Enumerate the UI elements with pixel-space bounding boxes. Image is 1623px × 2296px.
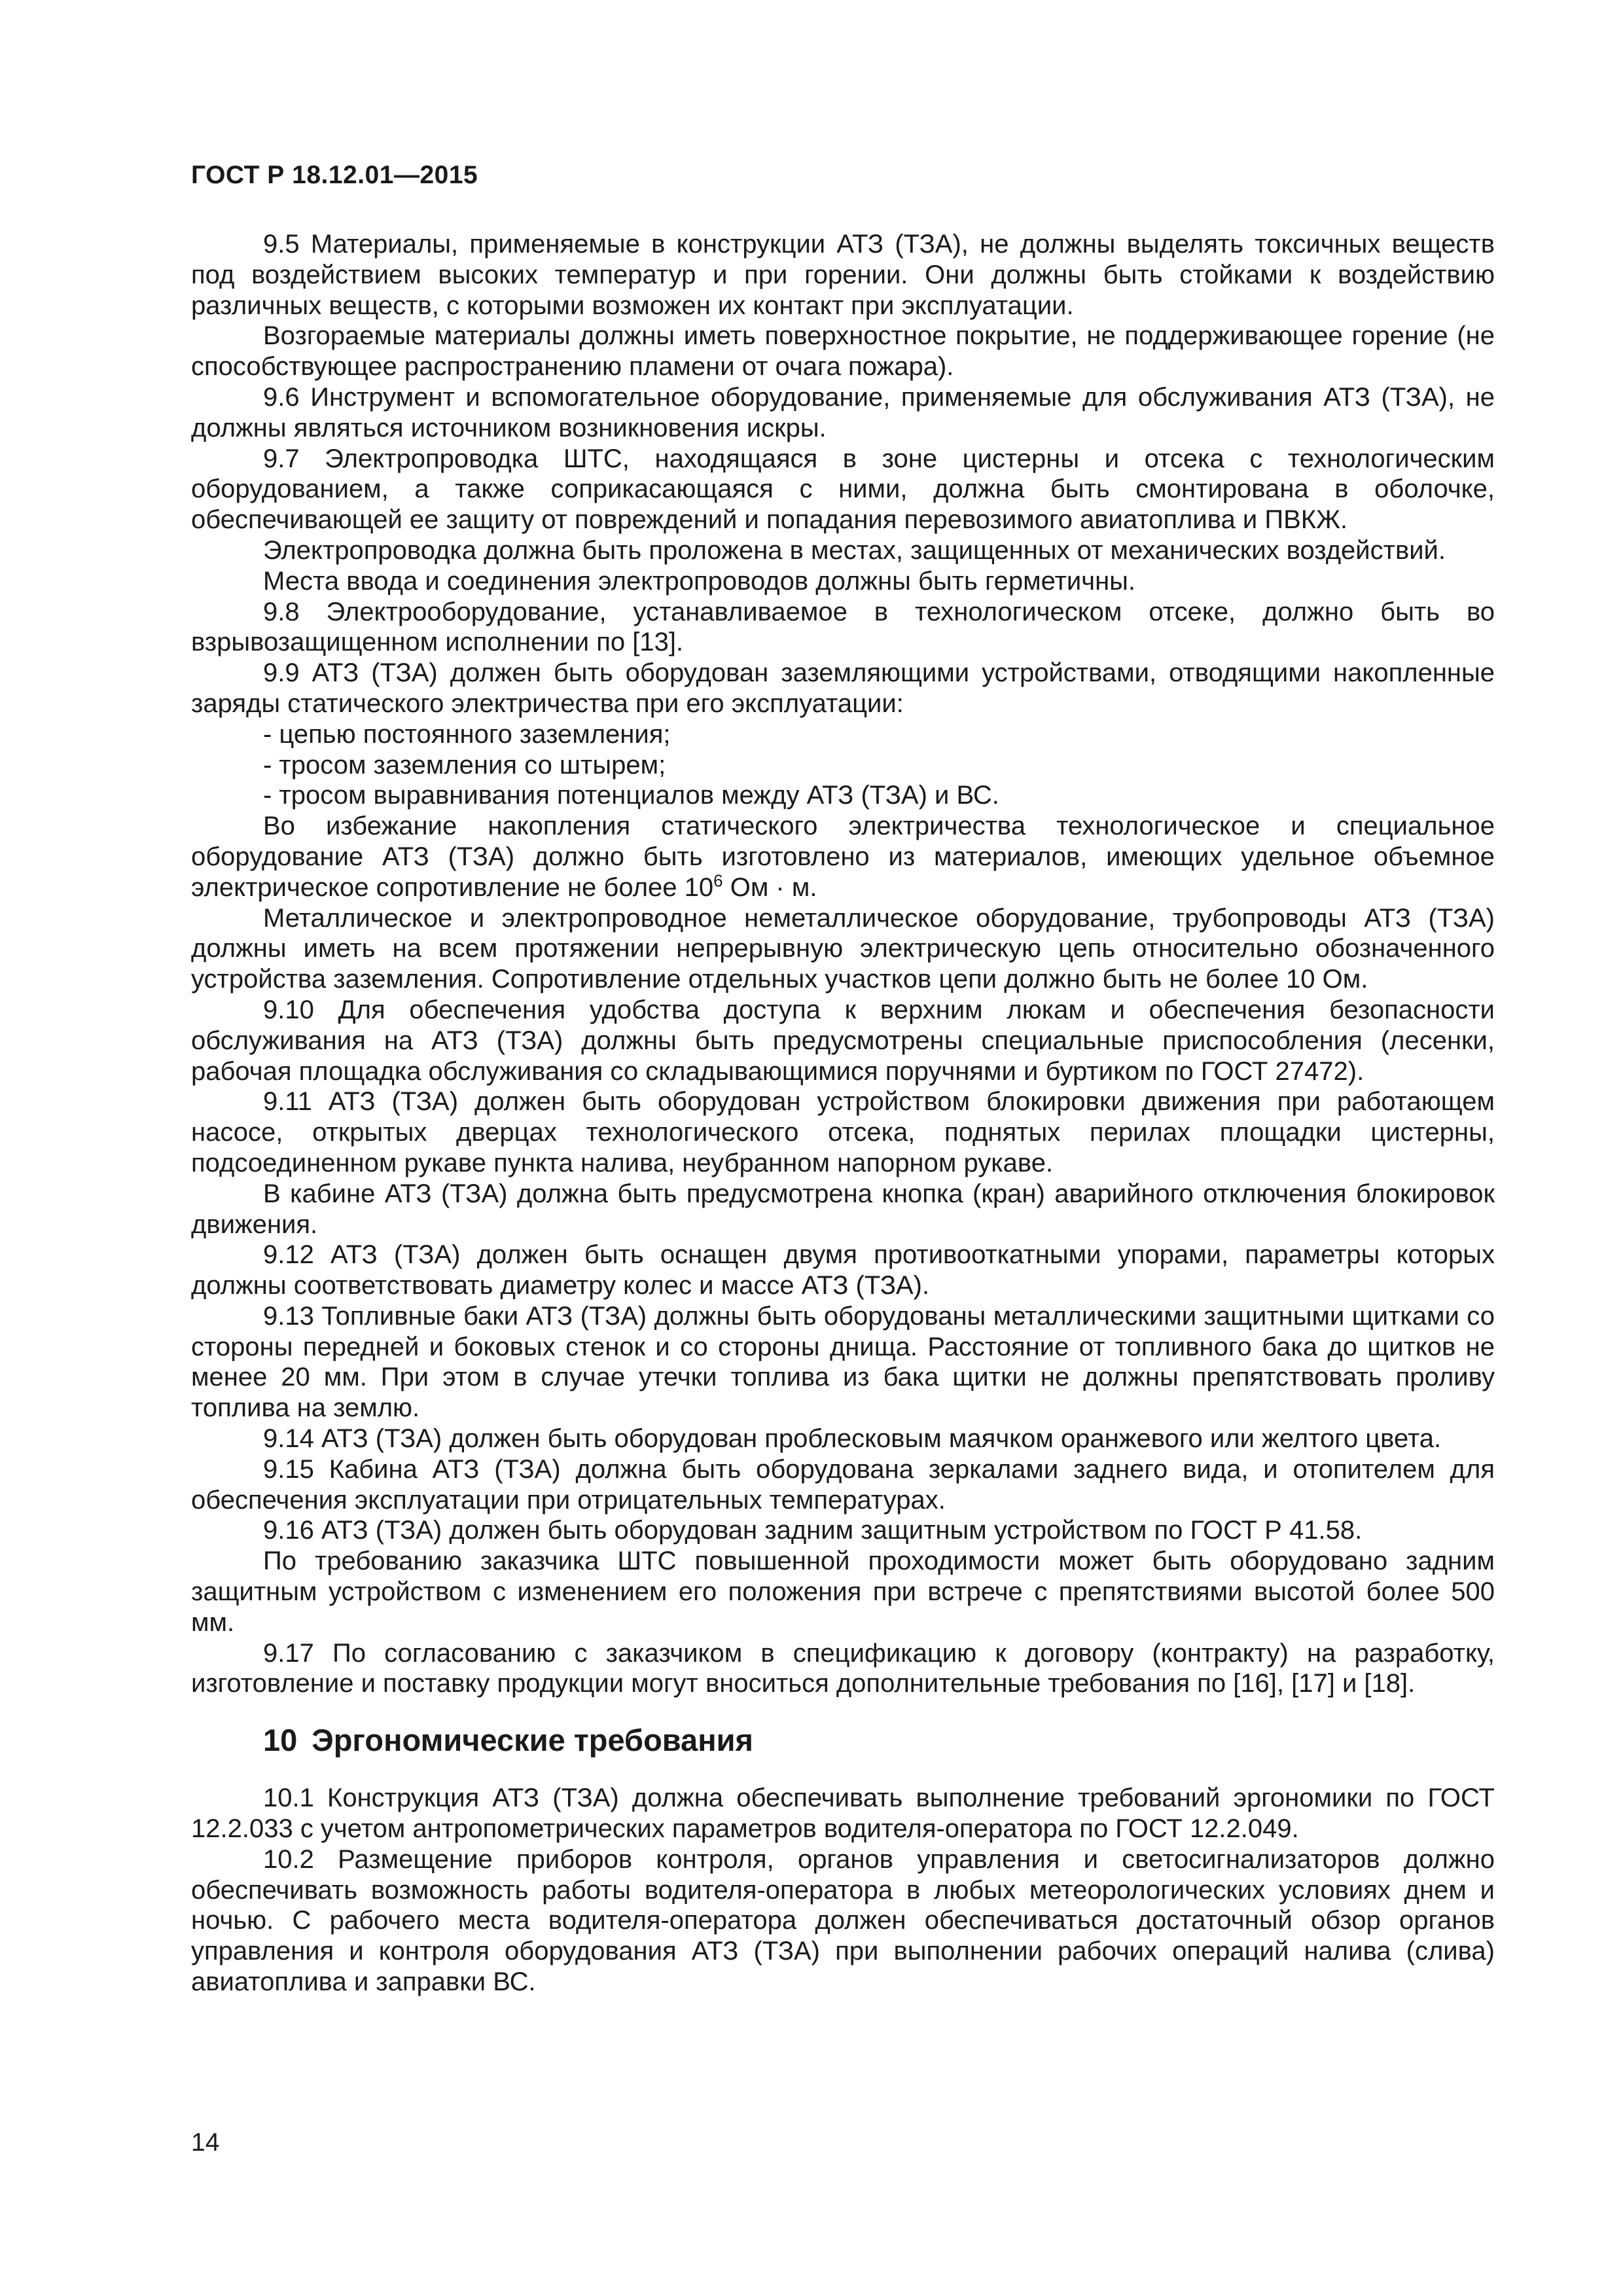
paragraph-9-8: 9.8 Электрооборудование, устанавливаемое в технологическом отсеке, должно быть во взрывозащищенном исполнении по [13]. xyxy=(191,597,1495,657)
section-number: 10 xyxy=(263,1723,298,1758)
paragraph-9-9: 9.9 АТЗ (ТЗА) должен быть оборудован заземляющими устройствами, отводящими накопленные заряды статического электричества при его эксплуатации: xyxy=(191,658,1495,718)
paragraph-emergency-button: В кабине АТЗ (ТЗА) должна быть предусмотрена кнопка (кран) аварийного отключения блокировок движения. xyxy=(191,1179,1495,1239)
paragraph-9-14: 9.14 АТЗ (ТЗА) должен быть оборудован проблесковым маячком оранжевого или желтого цвета. xyxy=(263,1424,1442,1454)
paragraph-9-6: 9.6 Инструмент и вспомогательное оборудование, применяемые для обслуживания АТЗ (ТЗА), не должны являться источником возникновения искры. xyxy=(191,382,1495,442)
list-item-grounding-cable: - тросом заземления со штырем; xyxy=(263,750,666,780)
resistance-unit: Ом · м. xyxy=(722,872,817,902)
paragraph-flammable-materials: Возгораемые материалы должны иметь поверхностное покрытие, не поддерживающее горение (не способствующее распространению пламени от очага пожара). xyxy=(191,321,1495,382)
paragraph-wiring-protection: Электропроводка должна быть проложена в местах, защищенных от механических воздействий. xyxy=(263,535,1446,565)
section-10-heading xyxy=(263,1721,1495,1759)
document-body xyxy=(191,229,1495,1998)
paragraph-electrical-circuit: Металлическое и электропроводное неметаллическое оборудование, трубопроводы АТЗ (ТЗА) должны иметь на всем протяжении непрерывную электрическую цепь относительно обозначенного устройства заземления. Сопротивление отдельных участков цепи должно быть не более 10 Ом. xyxy=(191,903,1495,994)
paragraph-9-11: 9.11 АТЗ (ТЗА) должен быть оборудован устройством блокировки движения при работающем насосе, открытых дверцах технологического отсека, поднятых перилах площадки цистерны, подсоединенном рукаве пункта налива, неубранном напорном рукаве. xyxy=(191,1087,1495,1177)
paragraph-rear-guard-option: По требованию заказчика ШТС повышенной проходимости может быть оборудовано задним защитным устройством с изменением его положения при встрече с препятствиями высотой более 500 мм. xyxy=(191,1547,1495,1637)
resistance-text: Во избежание накопления статического электричества технологическое и специальное оборудование АТЗ (ТЗА) должно быть изготовлено из материалов, имеющих удельное объемное электрическое сопротивление не более 10 xyxy=(191,812,1495,902)
page-header-standard-code: ГОСТ Р 18.12.01—2015 xyxy=(191,161,478,189)
paragraph-9-7: 9.7 Электропроводка ШТС, находящаяся в зоне цистерны и отсека с технологическим оборудованием, а также соприкасающаяся с ними, должна быть смонтирована в оболочке, обеспечивающей ее защиту от повреждений и попадания перевозимого авиатоплива и ПВКЖ. xyxy=(191,444,1495,535)
paragraph-9-10: 9.10 Для обеспечения удобства доступа к верхним люкам и обеспечения безопасности обслуживания на АТЗ (ТЗА) должны быть предусмотрены специальные приспособления (лесенки, рабочая площадка обслуживания со складывающимися поручнями и буртиком по ГОСТ 27472). xyxy=(191,995,1495,1086)
paragraph-10-2: 10.2 Размещение приборов контроля, органов управления и светосигнализаторов должно обеспечивать возможность работы водителя-оператора в любых метеорологических условиях днем и ночью. С рабочего места водителя-оператора должен обеспечиваться достаточный обзор органов управления и контроля оборудования АТЗ (ТЗА) при выполнении рабочих операций налива (слива) авиатоплива и заправки ВС. xyxy=(191,1844,1495,1997)
resistance-exponent: 6 xyxy=(713,870,723,891)
paragraph-static-resistance xyxy=(191,811,1495,903)
page-number: 14 xyxy=(191,2128,220,2157)
paragraph-9-13: 9.13 Топливные баки АТЗ (ТЗА) должны быть оборудованы металлическими защитными щитками со стороны передней и боковых стенок и со стороны днища. Расстояние от топливного бака до щитков не менее 20 мм. При этом в случае утечки топлива из бака щитки не должны препятствовать проливу топлива на землю. xyxy=(191,1301,1495,1423)
list-item-equalization-cable: - тросом выравнивания потенциалов между АТЗ (ТЗА) и ВС. xyxy=(263,781,999,810)
paragraph-9-5: 9.5 Материалы, применяемые в конструкции АТЗ (ТЗА), не должны выделять токсичных веществ под воздействием высоких температур и при горении. Они должны быть стойками к воздействию различных веществ, с которыми возможен их контакт при эксплуатации. xyxy=(191,230,1495,320)
paragraph-9-12: 9.12 АТЗ (ТЗА) должен быть оснащен двумя противооткатными упорами, параметры которых должны соответствовать диаметру колес и массе АТЗ (ТЗА). xyxy=(191,1240,1495,1300)
list-item-grounding-chain: - цепью постоянного заземления; xyxy=(263,719,671,749)
paragraph-10-1: 10.1 Конструкция АТЗ (ТЗА) должна обеспечивать выполнение требований эргономики по ГОСТ 12.2.033 с учетом антропометрических параметров водителя-оператора по ГОСТ 12.2.049. xyxy=(191,1784,1495,1844)
paragraph-9-17: 9.17 По согласованию с заказчиком в спецификацию к договору (контракту) на разработку, изготовление и поставку продукции могут вноситься дополнительные требования по [16], [17] и [18]. xyxy=(191,1638,1495,1698)
section-title: Эргономические требования xyxy=(312,1723,753,1758)
paragraph-9-16: 9.16 АТЗ (ТЗА) должен быть оборудован задним защитным устройством по ГОСТ Р 41.58. xyxy=(263,1516,1363,1545)
paragraph-9-15: 9.15 Кабина АТЗ (ТЗА) должна быть оборудована зеркалами заднего вида, и отопителем для обеспечения эксплуатации при отрицательных температурах. xyxy=(191,1454,1495,1515)
paragraph-wiring-sealing: Места ввода и соединения электропроводов должны быть герметичны. xyxy=(263,566,1136,596)
